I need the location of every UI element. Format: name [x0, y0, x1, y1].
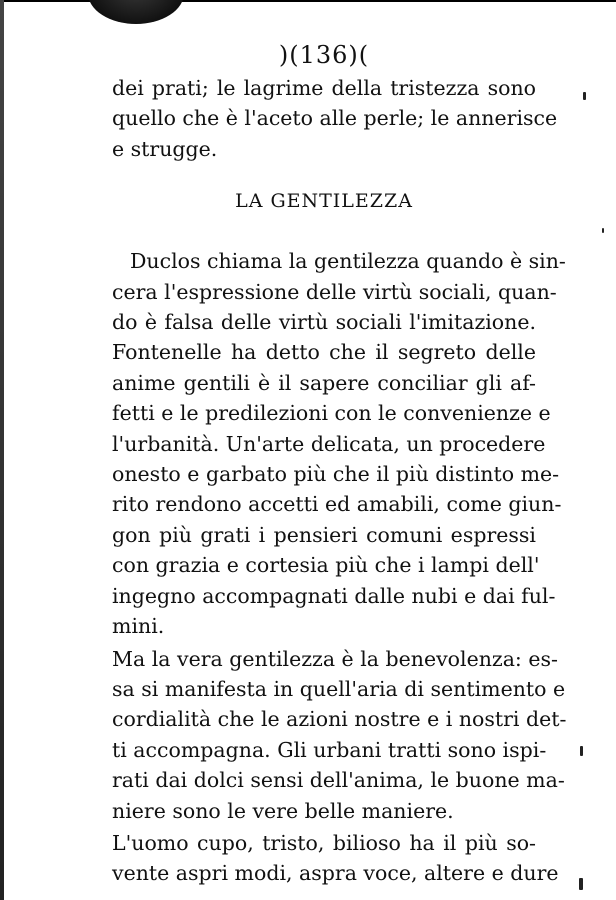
text-line: cera l'espressione delle virtù sociali, quan-	[112, 279, 557, 304]
text-line: fetti e le predilezioni con le convenienze e	[112, 401, 551, 426]
text-line: vente aspri modi, aspra voce, altere e dure	[112, 861, 559, 886]
text-line: do è falsa delle virtù sociali l'imitazione.	[112, 310, 536, 335]
text-line: mini.	[112, 614, 165, 639]
scan-speck	[602, 228, 604, 233]
scan-speck	[580, 746, 583, 756]
paragraph-2	[112, 644, 567, 826]
intro-block	[112, 73, 558, 164]
scan-ink-blot	[88, 0, 184, 24]
text-line: con grazia e cortesia più che i lampi dell'	[112, 553, 540, 578]
text-line: l'urbanità. Un'arte delicata, un procedere	[112, 431, 546, 456]
section-heading: LA GENTILEZZA	[235, 190, 413, 213]
text-line: Ma la vera gentilezza è la benevolenza: es-	[112, 646, 558, 671]
text-line: ingegno accompagnati dalle nubi e dai ful-	[112, 583, 556, 608]
text-line: ti accompagna. Gli urbani tratti sono ispi-	[112, 737, 547, 762]
text-line: cordialità che le azioni nostre e i nostri det-	[112, 707, 567, 732]
page-number: )(136)(	[278, 41, 370, 69]
text-line: rito rendono accetti ed amabili, come giun-	[112, 492, 562, 517]
text-line: dei prati; le lagrime della tristezza sono	[112, 76, 536, 100]
text-line: sa si manifesta in quell'aria di sentimento e	[112, 676, 566, 701]
text-line: e strugge.	[112, 136, 218, 161]
text-line: quello che è l'aceto alle perle; le annerisce	[112, 106, 558, 131]
paragraph-3	[112, 828, 559, 889]
text-line: rati dai dolci sensi dell'anima, le buone ma-	[112, 768, 565, 793]
text-line: Duclos chiama la gentilezza quando è sin-	[130, 249, 566, 274]
scan-edge-left	[0, 0, 4, 900]
text-line: gon più grati i pensieri comuni espressi	[112, 522, 536, 547]
text-line: anime gentili è il sapere conciliar gli af-	[112, 370, 536, 395]
text-line: L'uomo cupo, tristo, bilioso ha il più so-	[112, 830, 536, 855]
text-line: onesto e garbato più che il più distinto me-	[112, 462, 560, 487]
text-column	[112, 38, 567, 889]
text-line: Fontenelle ha detto che il segreto delle	[112, 340, 536, 365]
paragraph-1	[112, 246, 566, 641]
text-line: niere sono le vere belle maniere.	[112, 798, 454, 823]
scan-speck	[579, 878, 583, 890]
scan-speck	[583, 92, 586, 100]
